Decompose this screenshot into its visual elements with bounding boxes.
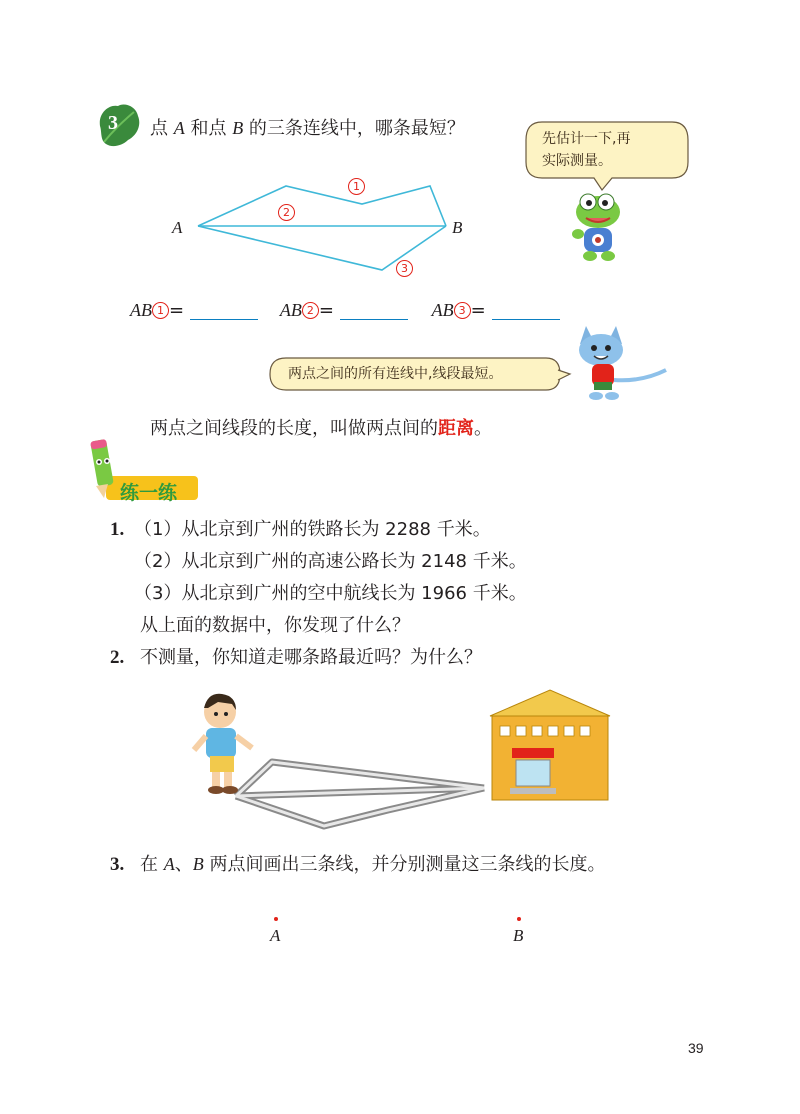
- frog-bubble-line2: 实际测量。: [542, 153, 612, 169]
- question-1-line: （3）从北京到广州的空中航线长为 1966 千米。: [134, 583, 527, 604]
- q3-point-a-label: A: [270, 926, 281, 945]
- q3-point-a[interactable]: [268, 914, 284, 950]
- frog-speech-bubble: [522, 116, 692, 192]
- point-b-label: B: [452, 218, 463, 237]
- frog-bubble-line1: 先估计一下,再: [542, 131, 631, 147]
- question-3: [110, 850, 605, 876]
- q3-point-b-label: B: [513, 926, 524, 945]
- answer-2: AB 2 =: [280, 300, 414, 321]
- question-1-line: （2）从北京到广州的高速公路长为 2148 千米。: [134, 551, 527, 572]
- page-number: 39: [688, 1040, 704, 1056]
- q3-point-a-dot: [274, 917, 278, 921]
- q3-point-b-dot: [517, 917, 521, 921]
- q3-point-b[interactable]: [511, 914, 527, 950]
- answer-3-blank[interactable]: [492, 301, 560, 320]
- question-1-line: （1）从北京到广州的铁路长为 2288 千米。: [134, 519, 491, 540]
- answer-3: AB 3 =: [432, 300, 560, 321]
- boy-icon: [194, 694, 252, 794]
- example-badge-number: 3: [108, 112, 118, 134]
- building-icon: [490, 690, 610, 800]
- cat-mascot: [572, 322, 672, 404]
- question-2-text: 不测量，你知道走哪条路最近吗？为什么？: [140, 647, 482, 668]
- answer-1: AB 1 =: [130, 300, 264, 321]
- distance-definition: 两点之间线段的长度，叫做两点间的距离。: [150, 418, 492, 439]
- leaf-icon: [94, 100, 142, 150]
- point-a-label: A: [172, 218, 183, 237]
- question-1-number: 1.: [110, 519, 125, 540]
- question-3-number: 3.: [110, 854, 125, 875]
- practice-header: [84, 436, 204, 504]
- frog-mascot: [568, 192, 628, 266]
- path-diagram: [160, 172, 463, 282]
- cat-speech-bubble: [266, 354, 572, 394]
- question-1: [110, 514, 527, 642]
- example-badge: [94, 100, 142, 150]
- path-3-label: 3: [396, 260, 413, 277]
- example-prompt: 点 A 和点 B 的三条连线中，哪条最短？: [150, 118, 465, 139]
- answer-1-blank[interactable]: [190, 301, 258, 320]
- answer-2-blank[interactable]: [340, 301, 408, 320]
- question-2: [110, 642, 482, 674]
- question-1-line: 从上面的数据中，你发现了什么？: [140, 615, 410, 636]
- question-2-number: 2.: [110, 647, 125, 668]
- path-2-label: 2: [278, 204, 295, 221]
- question-3-text: 在 A、B 两点间画出三条线，并分别测量这三条线的长度。: [140, 854, 606, 875]
- path-1-line: [198, 186, 446, 226]
- path-1-label: 1: [348, 178, 365, 195]
- definition-term: 距离: [438, 418, 474, 439]
- cat-bubble-text: 两点之间的所有连线中,线段最短。: [288, 366, 503, 382]
- answer-row: [130, 300, 560, 321]
- practice-header-label: 练一练: [120, 482, 178, 504]
- route-illustration: [188, 684, 616, 832]
